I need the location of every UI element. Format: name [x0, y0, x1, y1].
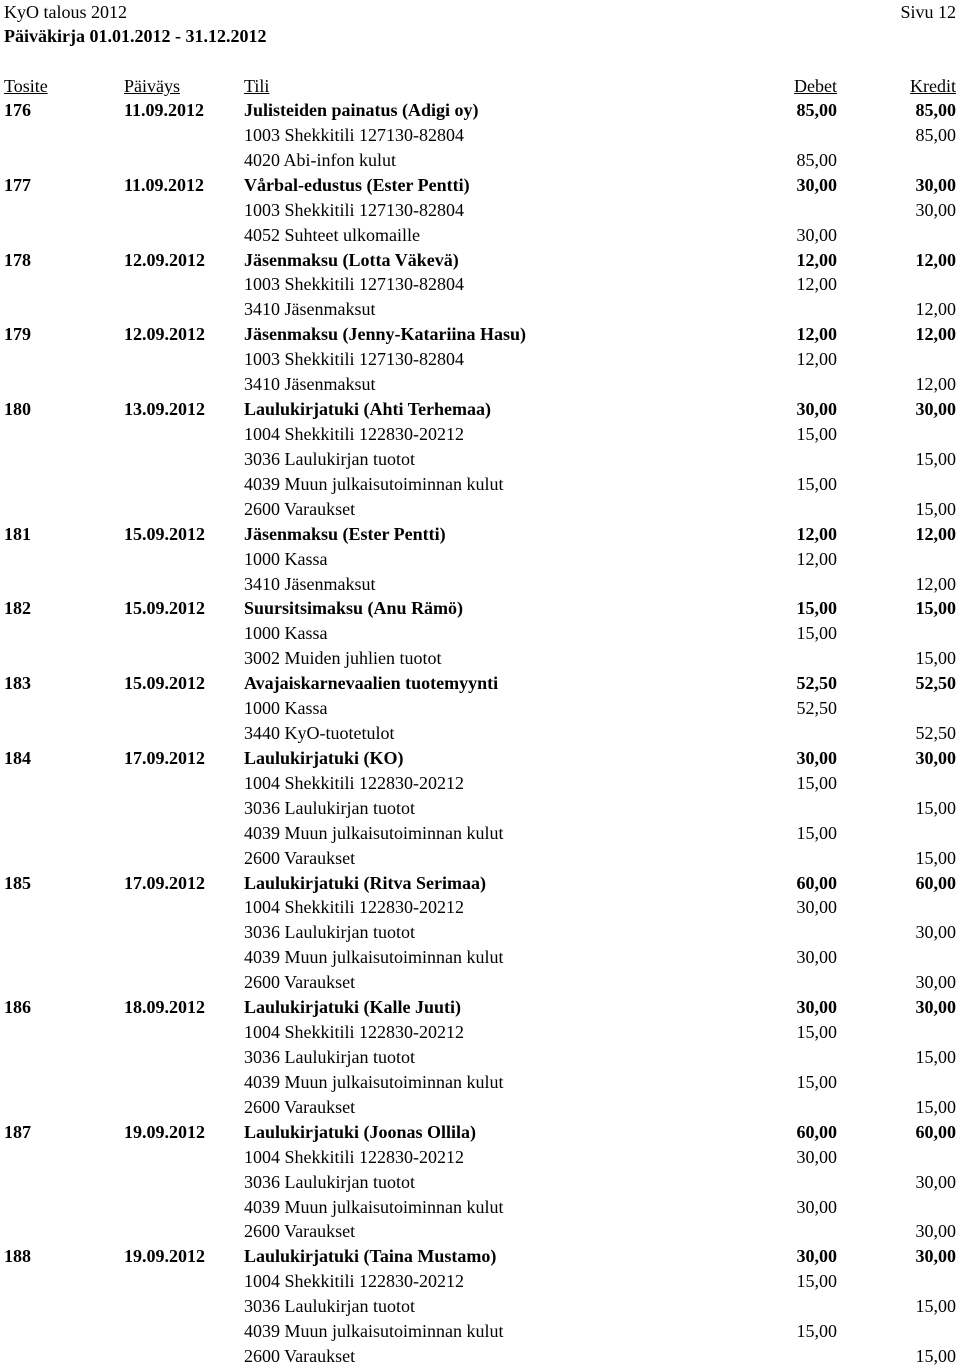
- voucher-row: [0, 98, 960, 123]
- entry-line-row: [0, 846, 960, 871]
- entry-line-row: [0, 422, 960, 447]
- debit-amount: 52,50: [796, 698, 837, 719]
- credit-amount: 15,00: [915, 498, 956, 519]
- account: Laulukirjatuki (Ritva Serimaa): [244, 872, 487, 893]
- voucher-number: 182: [4, 598, 31, 619]
- account: 1004 Shekkitili 122830-20212: [244, 424, 464, 444]
- voucher-number: 178: [4, 249, 31, 270]
- account: 1004 Shekkitili 122830-20212: [244, 1146, 464, 1167]
- debit-amount: 12,00: [796, 548, 837, 569]
- credit-amount: 30,00: [915, 1221, 956, 1242]
- entry-line-row: [0, 821, 960, 846]
- account: Laulukirjatuki (KO): [244, 747, 404, 768]
- debit-amount: 15,00: [796, 1022, 837, 1042]
- entry-date: 11.09.2012: [124, 100, 205, 120]
- account: 4039 Muun julkaisutoiminnan kulut: [244, 1196, 504, 1217]
- credit-amount: 30,00: [915, 747, 956, 768]
- voucher-number: 180: [4, 399, 31, 419]
- account: Avajaiskarnevaalien tuotemyynti: [244, 673, 499, 694]
- account: 4052 Suhteet ulkomaille: [244, 224, 420, 245]
- voucher-number: 177: [4, 174, 31, 195]
- debit-amount: 15,00: [796, 424, 837, 444]
- account: 4039 Muun julkaisutoiminnan kulut: [244, 1071, 504, 1092]
- entry-line-row: [0, 1170, 960, 1195]
- voucher-row: [0, 173, 960, 198]
- account: 3036 Laulukirjan tuotot: [244, 1047, 415, 1067]
- entry-line-row: [0, 347, 960, 372]
- entry-line-row: [0, 621, 960, 646]
- voucher-number: 187: [4, 1121, 31, 1142]
- entry-line-row: [0, 198, 960, 223]
- credit-amount: 30,00: [915, 399, 956, 419]
- column-header-kredit: Kredit: [910, 76, 956, 96]
- credit-amount: 52,50: [915, 723, 956, 743]
- account: 2600 Varaukset: [244, 847, 356, 868]
- account: 1004 Shekkitili 122830-20212: [244, 897, 464, 918]
- debit-amount: 15,00: [796, 1271, 837, 1292]
- voucher-number: 181: [4, 523, 31, 544]
- account: 3036 Laulukirjan tuotot: [244, 797, 415, 818]
- entry-line-row: [0, 646, 960, 671]
- voucher-number: 179: [4, 324, 31, 345]
- debit-amount: 15,00: [796, 822, 837, 843]
- voucher-number: 176: [4, 100, 31, 120]
- account: Laulukirjatuki (Taina Mustamo): [244, 1246, 497, 1267]
- entry-line-row: [0, 372, 960, 397]
- entry-line-row: [0, 1294, 960, 1319]
- voucher-number: 186: [4, 997, 31, 1018]
- account: 4039 Muun julkaisutoiminnan kulut: [244, 947, 504, 968]
- voucher-number: 188: [4, 1246, 31, 1267]
- entry-line-row: [0, 297, 960, 322]
- account: Julisteiden painatus (Adigi oy): [244, 100, 479, 120]
- debit-amount: 12,00: [796, 349, 837, 370]
- debit-amount: 52,50: [796, 673, 837, 694]
- credit-amount: 12,00: [915, 523, 956, 544]
- column-header-paivays: Päiväys: [124, 76, 180, 96]
- credit-amount: 85,00: [915, 124, 956, 145]
- account: 1003 Shekkitili 127130-82804: [244, 349, 464, 370]
- voucher-row: [0, 322, 960, 347]
- entry-date: 17.09.2012: [124, 872, 205, 893]
- debit-amount: 60,00: [796, 872, 837, 893]
- account: Vårbal-edustus (Ester Pentti): [244, 174, 470, 195]
- entry-line-row: [0, 223, 960, 248]
- credit-amount: 85,00: [915, 100, 956, 120]
- entry-line-row: [0, 272, 960, 297]
- entry-line-row: [0, 572, 960, 597]
- entry-line-row: [0, 497, 960, 522]
- account: Jäsenmaksu (Lotta Väkevä): [244, 249, 459, 270]
- credit-amount: 30,00: [915, 922, 956, 943]
- account: Laulukirjatuki (Joonas Ollila): [244, 1121, 477, 1142]
- credit-amount: 12,00: [915, 374, 956, 395]
- entry-line-row: [0, 1319, 960, 1344]
- account: 3002 Muiden juhlien tuotot: [244, 648, 442, 669]
- account: Laulukirjatuki (Kalle Juuti): [244, 997, 462, 1018]
- debit-amount: 12,00: [796, 523, 837, 544]
- column-header-debet: Debet: [794, 76, 837, 96]
- credit-amount: 15,00: [915, 648, 956, 669]
- credit-amount: 30,00: [915, 997, 956, 1018]
- account: 3440 KyO-tuotetulot: [244, 723, 395, 743]
- account: 4039 Muun julkaisutoiminnan kulut: [244, 473, 504, 494]
- debit-amount: 15,00: [796, 473, 837, 494]
- credit-amount: 15,00: [915, 1346, 956, 1366]
- entry-line-row: [0, 123, 960, 148]
- entry-date: 17.09.2012: [124, 747, 205, 768]
- voucher-row: [0, 1120, 960, 1145]
- account: 1004 Shekkitili 122830-20212: [244, 1271, 464, 1292]
- credit-amount: 30,00: [915, 199, 956, 220]
- credit-amount: 15,00: [915, 1296, 956, 1317]
- voucher-row: [0, 522, 960, 547]
- entry-date: 18.09.2012: [124, 997, 205, 1018]
- account: 2600 Varaukset: [244, 972, 356, 993]
- voucher-row: [0, 397, 960, 422]
- credit-amount: 12,00: [915, 324, 956, 345]
- entry-line-row: [0, 796, 960, 821]
- debit-amount: 15,00: [796, 623, 837, 644]
- credit-amount: 15,00: [915, 1096, 956, 1117]
- entry-line-row: [0, 1145, 960, 1170]
- debit-amount: 15,00: [796, 598, 837, 619]
- account: 3410 Jäsenmaksut: [244, 374, 376, 395]
- entry-line-row: [0, 447, 960, 472]
- account: 1003 Shekkitili 127130-82804: [244, 274, 464, 295]
- account: 3036 Laulukirjan tuotot: [244, 922, 415, 943]
- entry-line-row: [0, 1269, 960, 1294]
- account: 1004 Shekkitili 122830-20212: [244, 772, 464, 793]
- debit-amount: 30,00: [796, 947, 837, 968]
- voucher-row: [0, 871, 960, 896]
- entry-line-row: [0, 945, 960, 970]
- debit-amount: 30,00: [796, 997, 837, 1018]
- debit-amount: 85,00: [796, 100, 837, 120]
- account: Suursitsimaksu (Anu Rämö): [244, 598, 464, 619]
- entry-line-row: [0, 895, 960, 920]
- voucher-number: 184: [4, 747, 31, 768]
- account: 2600 Varaukset: [244, 1221, 356, 1242]
- account: Jäsenmaksu (Jenny-Katariina Hasu): [244, 324, 527, 345]
- voucher-row: [0, 995, 960, 1020]
- account: 1003 Shekkitili 127130-82804: [244, 124, 464, 145]
- entry-date: 13.09.2012: [124, 399, 205, 419]
- voucher-row: [0, 746, 960, 771]
- debit-amount: 12,00: [796, 324, 837, 345]
- credit-amount: 15,00: [915, 797, 956, 818]
- account: Jäsenmaksu (Ester Pentti): [244, 523, 446, 544]
- entry-line-row: [0, 547, 960, 572]
- debit-amount: 15,00: [796, 1321, 837, 1342]
- account: 3410 Jäsenmaksut: [244, 299, 376, 320]
- account: 3036 Laulukirjan tuotot: [244, 1296, 415, 1317]
- account: 4039 Muun julkaisutoiminnan kulut: [244, 822, 504, 843]
- account: 2600 Varaukset: [244, 1096, 356, 1117]
- debit-amount: 30,00: [796, 1246, 837, 1267]
- debit-amount: 30,00: [796, 399, 837, 419]
- entry-date: 12.09.2012: [124, 249, 205, 270]
- account: 3036 Laulukirjan tuotot: [244, 448, 415, 469]
- account: 3036 Laulukirjan tuotot: [244, 1171, 415, 1192]
- document-title: KyO talous 2012: [4, 2, 127, 22]
- voucher-number: 183: [4, 673, 31, 694]
- entry-line-row: [0, 771, 960, 796]
- entry-date: 15.09.2012: [124, 673, 205, 694]
- debit-amount: 12,00: [796, 274, 837, 295]
- debit-amount: 15,00: [796, 1071, 837, 1092]
- credit-amount: 15,00: [915, 1047, 956, 1067]
- entry-line-row: [0, 148, 960, 173]
- credit-amount: 30,00: [915, 174, 956, 195]
- entry-line-row: [0, 721, 960, 746]
- entry-line-row: [0, 1020, 960, 1045]
- entry-date: 12.09.2012: [124, 324, 205, 345]
- entry-line-row: [0, 1219, 960, 1244]
- entry-line-row: [0, 472, 960, 497]
- debit-amount: 30,00: [796, 174, 837, 195]
- credit-amount: 52,50: [915, 673, 956, 694]
- account: 1003 Shekkitili 127130-82804: [244, 199, 464, 220]
- debit-amount: 30,00: [796, 897, 837, 918]
- debit-amount: 30,00: [796, 747, 837, 768]
- entry-date: 11.09.2012: [124, 174, 205, 195]
- credit-amount: 15,00: [915, 598, 956, 619]
- entry-date: 19.09.2012: [124, 1246, 205, 1267]
- credit-amount: 30,00: [915, 972, 956, 993]
- entry-line-row: [0, 696, 960, 721]
- voucher-row: [0, 671, 960, 696]
- debit-amount: 15,00: [796, 772, 837, 793]
- entry-date: 15.09.2012: [124, 523, 205, 544]
- column-headers: [0, 74, 960, 98]
- account: 4020 Abi-infon kulut: [244, 149, 396, 170]
- account: 2600 Varaukset: [244, 1346, 356, 1366]
- account: Laulukirjatuki (Ahti Terhemaa): [244, 399, 492, 419]
- account: 1000 Kassa: [244, 698, 328, 719]
- entry-line-row: [0, 1045, 960, 1070]
- voucher-number: 185: [4, 872, 31, 893]
- credit-amount: 12,00: [915, 249, 956, 270]
- entry-line-row: [0, 1070, 960, 1095]
- credit-amount: 30,00: [915, 1171, 956, 1192]
- account: 1000 Kassa: [244, 548, 328, 569]
- account: 1000 Kassa: [244, 623, 328, 644]
- entry-date: 19.09.2012: [124, 1121, 205, 1142]
- debit-amount: 85,00: [796, 149, 837, 170]
- entry-line-row: [0, 1195, 960, 1220]
- credit-amount: 15,00: [915, 448, 956, 469]
- column-header-tili: Tili: [244, 76, 270, 96]
- column-header-tosite: Tosite: [4, 76, 48, 96]
- debit-amount: 60,00: [796, 1121, 837, 1142]
- account: 4039 Muun julkaisutoiminnan kulut: [244, 1321, 504, 1342]
- credit-amount: 60,00: [915, 1121, 956, 1142]
- entry-date: 15.09.2012: [124, 598, 205, 619]
- entry-line-row: [0, 920, 960, 945]
- debit-amount: 12,00: [796, 249, 837, 270]
- credit-amount: 12,00: [915, 299, 956, 320]
- debit-amount: 30,00: [796, 224, 837, 245]
- credit-amount: 30,00: [915, 1246, 956, 1267]
- account: 3410 Jäsenmaksut: [244, 573, 376, 594]
- account: 2600 Varaukset: [244, 498, 356, 519]
- voucher-row: [0, 248, 960, 273]
- voucher-row: [0, 1244, 960, 1269]
- entry-line-row: [0, 1344, 960, 1369]
- debit-amount: 30,00: [796, 1196, 837, 1217]
- entry-line-row: [0, 970, 960, 995]
- page-number: Sivu 12: [900, 2, 956, 22]
- entry-line-row: [0, 1095, 960, 1120]
- credit-amount: 60,00: [915, 872, 956, 893]
- voucher-row: [0, 596, 960, 621]
- journal-period: Päiväkirja 01.01.2012 - 31.12.2012: [4, 26, 267, 46]
- debit-amount: 30,00: [796, 1146, 837, 1167]
- account: 1004 Shekkitili 122830-20212: [244, 1022, 464, 1042]
- credit-amount: 15,00: [915, 847, 956, 868]
- credit-amount: 12,00: [915, 573, 956, 594]
